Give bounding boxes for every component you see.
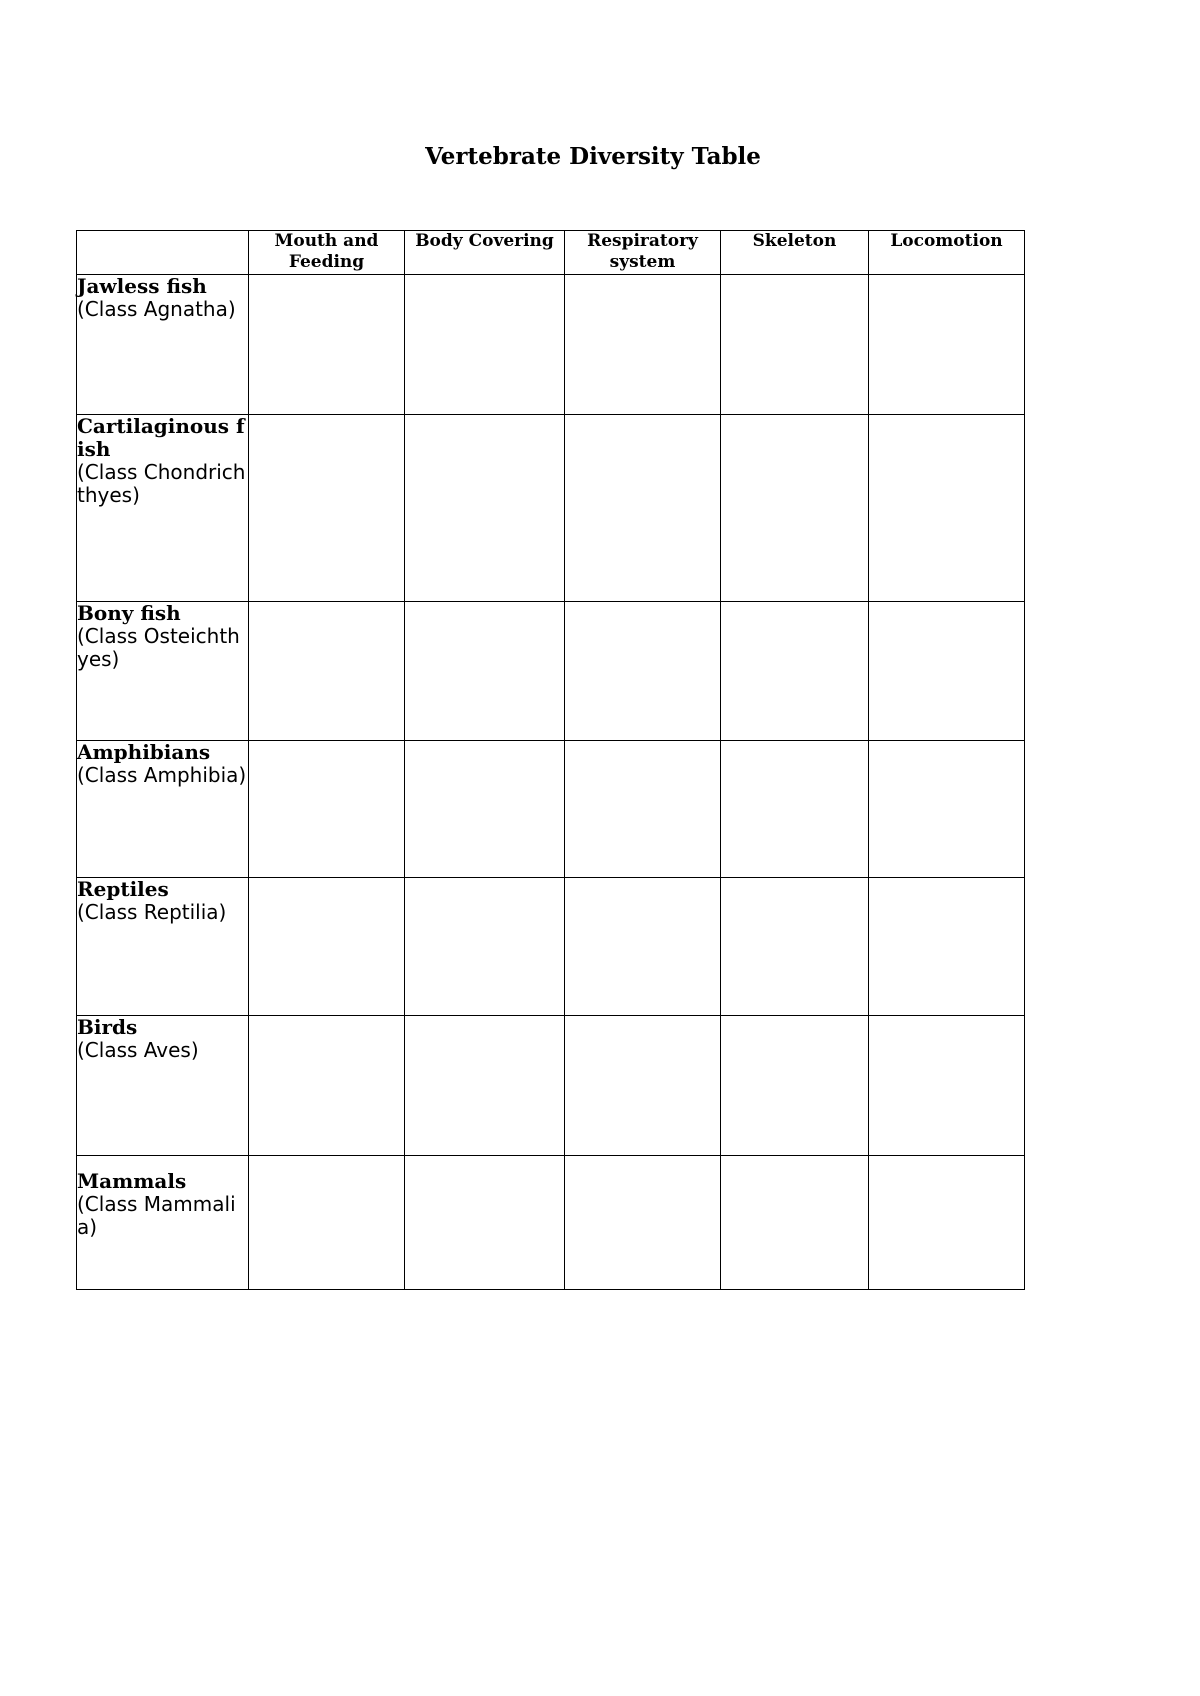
table-row bbox=[77, 275, 1025, 415]
table-row bbox=[77, 878, 1025, 1016]
row-class: (Class Agnatha) bbox=[77, 297, 236, 321]
vertebrate-table bbox=[76, 230, 1025, 1290]
table-cell[interactable] bbox=[721, 1156, 869, 1290]
table-cell[interactable] bbox=[405, 275, 565, 415]
table-row bbox=[77, 415, 1025, 602]
column-header-respiratory-system: Respiratory system bbox=[565, 231, 721, 275]
table-cell[interactable] bbox=[721, 275, 869, 415]
table-cell[interactable] bbox=[869, 741, 1025, 878]
table-row bbox=[77, 741, 1025, 878]
row-name: Amphibians bbox=[77, 740, 211, 764]
table-cell[interactable] bbox=[721, 602, 869, 741]
row-class: (Class Osteichthyes) bbox=[77, 624, 240, 671]
row-name: Jawless fish bbox=[77, 274, 207, 298]
table-row bbox=[77, 1016, 1025, 1156]
table-cell[interactable] bbox=[565, 602, 721, 741]
column-header-locomotion: Locomotion bbox=[869, 231, 1025, 275]
row-header-reptiles bbox=[77, 878, 249, 1016]
row-header-mammals bbox=[77, 1156, 249, 1290]
document-title: Vertebrate Diversity Table bbox=[425, 143, 761, 170]
table-cell[interactable] bbox=[869, 1016, 1025, 1156]
table-row bbox=[77, 1156, 1025, 1290]
row-header-birds bbox=[77, 1016, 249, 1156]
column-header-mouth-feeding: Mouth and Feeding bbox=[249, 231, 405, 275]
row-name: Mammals bbox=[77, 1169, 187, 1193]
row-name: Bony fish bbox=[77, 601, 181, 625]
table-cell[interactable] bbox=[869, 1156, 1025, 1290]
table-cell[interactable] bbox=[869, 275, 1025, 415]
table-cell[interactable] bbox=[565, 1016, 721, 1156]
table-cell[interactable] bbox=[249, 1156, 405, 1290]
table-cell[interactable] bbox=[405, 1156, 565, 1290]
row-header-bony-fish bbox=[77, 602, 249, 741]
row-name: Reptiles bbox=[77, 877, 169, 901]
table-cell[interactable] bbox=[249, 415, 405, 602]
table-cell[interactable] bbox=[721, 878, 869, 1016]
row-name: Birds bbox=[77, 1015, 138, 1039]
table-cell[interactable] bbox=[405, 741, 565, 878]
row-class: (Class Aves) bbox=[77, 1038, 199, 1062]
row-header-amphibians bbox=[77, 741, 249, 878]
table-cell[interactable] bbox=[249, 1016, 405, 1156]
table-cell[interactable] bbox=[869, 878, 1025, 1016]
row-header-cartilaginous-fish bbox=[77, 415, 249, 602]
table-cell[interactable] bbox=[869, 602, 1025, 741]
table-cell[interactable] bbox=[405, 878, 565, 1016]
row-class: (Class Amphibia) bbox=[77, 763, 247, 787]
header-row bbox=[77, 231, 1025, 275]
row-name: Cartilaginous fish bbox=[77, 414, 245, 461]
table-cell[interactable] bbox=[565, 415, 721, 602]
table-cell[interactable] bbox=[721, 1016, 869, 1156]
table-cell[interactable] bbox=[405, 1016, 565, 1156]
table-cell[interactable] bbox=[565, 275, 721, 415]
table-cell[interactable] bbox=[565, 878, 721, 1016]
row-header-jawless-fish bbox=[77, 275, 249, 415]
table-cell[interactable] bbox=[869, 415, 1025, 602]
table-cell[interactable] bbox=[565, 1156, 721, 1290]
corner-cell bbox=[77, 231, 249, 275]
table-cell[interactable] bbox=[721, 415, 869, 602]
table-cell[interactable] bbox=[249, 275, 405, 415]
table-cell[interactable] bbox=[405, 602, 565, 741]
table-cell[interactable] bbox=[405, 415, 565, 602]
table-cell[interactable] bbox=[721, 741, 869, 878]
row-class: (Class Chondrichthyes) bbox=[77, 460, 246, 507]
table-cell[interactable] bbox=[565, 741, 721, 878]
table-cell[interactable] bbox=[249, 878, 405, 1016]
column-header-skeleton: Skeleton bbox=[721, 231, 869, 275]
column-header-body-covering: Body Covering bbox=[405, 231, 565, 275]
table-cell[interactable] bbox=[249, 741, 405, 878]
row-class: (Class Reptilia) bbox=[77, 900, 227, 924]
row-class: (Class Mammalia) bbox=[77, 1192, 236, 1239]
table-cell[interactable] bbox=[249, 602, 405, 741]
table-row bbox=[77, 602, 1025, 741]
